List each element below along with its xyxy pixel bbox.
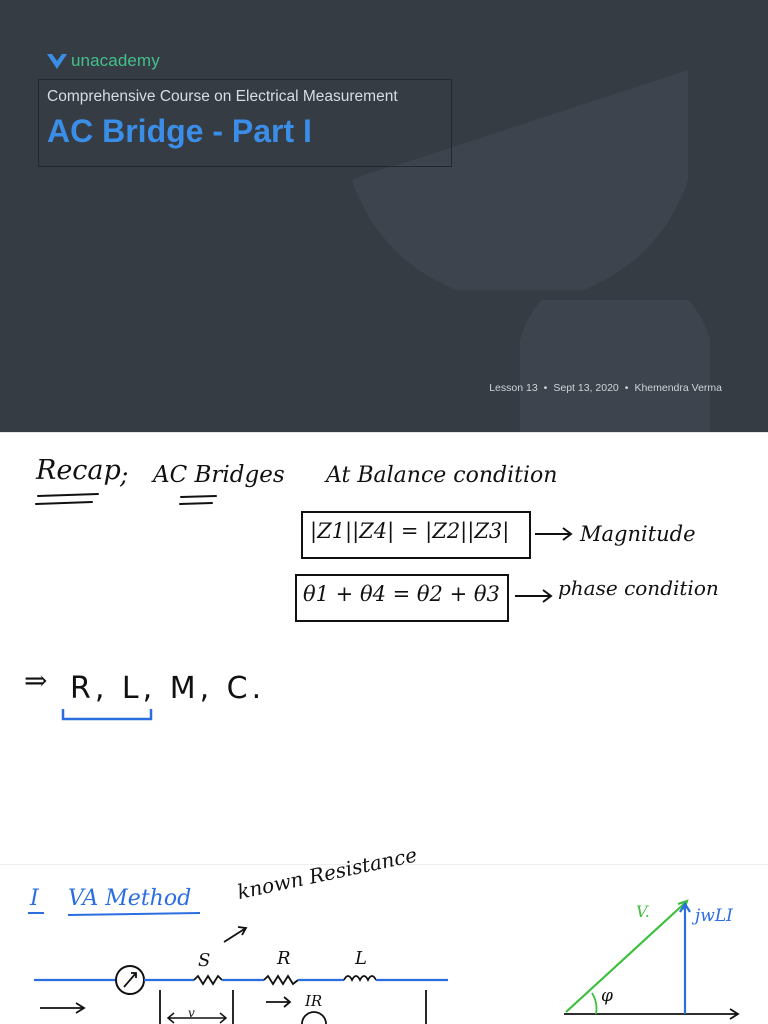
lesson-number: Lesson 13	[489, 382, 538, 394]
annotation-arrow-icon	[220, 922, 250, 946]
brand-logo	[46, 51, 160, 71]
ac-bridges-heading: AC Bridges	[153, 462, 285, 488]
label-ir: IR	[305, 992, 323, 1010]
brand-name: unacademy	[71, 51, 160, 70]
method-number: I	[30, 886, 39, 911]
decorative-half-circle	[520, 300, 710, 432]
magnitude-label: Magnitude	[580, 522, 696, 546]
phase-label: phase condition	[558, 576, 719, 600]
method-title-underline	[66, 910, 206, 920]
ac-underline	[178, 494, 228, 508]
phase-equation: θ1 + θ4 = θ2 + θ3	[303, 582, 500, 606]
known-resistance-note: known Resistance	[235, 842, 420, 904]
recap-separator: ;	[120, 460, 129, 489]
course-name: Comprehensive Course on Electrical Measurement	[47, 88, 398, 105]
label-s: S	[198, 950, 211, 971]
elements-bracket	[60, 706, 156, 724]
label-l: L	[355, 948, 367, 969]
implies-symbol: ⇒	[24, 664, 48, 697]
magnitude-equation: |Z1||Z4| = |Z2||Z3|	[310, 519, 510, 543]
label-phi: φ	[601, 986, 613, 1006]
method-number-underline	[26, 910, 48, 916]
label-v-small: v	[188, 1006, 195, 1020]
lesson-meta: Lesson 13 • Sept 13, 2020 • Khemendra Verma	[489, 382, 722, 394]
circuit-elements: R, L, M, C.	[70, 671, 266, 706]
arrow-icon	[513, 588, 555, 604]
lesson-title: AC Bridge - Part I	[47, 113, 312, 149]
label-r: R	[277, 948, 291, 969]
lesson-author: Khemendra Verma	[634, 382, 722, 394]
title-slide	[0, 0, 768, 432]
method-title: VA Method	[68, 886, 192, 911]
label-v-vector: V.	[636, 902, 650, 921]
balance-condition: At Balance condition	[326, 463, 558, 488]
recap-underline	[34, 490, 104, 510]
lesson-date: Sept 13, 2020	[553, 382, 619, 394]
arrow-icon	[533, 526, 575, 542]
unacademy-logo-icon	[46, 51, 68, 71]
va-method-circuit	[28, 960, 458, 1024]
page-divider	[0, 432, 768, 433]
recap-heading: Recap	[36, 455, 121, 486]
label-jwli: jwLI	[695, 906, 733, 926]
